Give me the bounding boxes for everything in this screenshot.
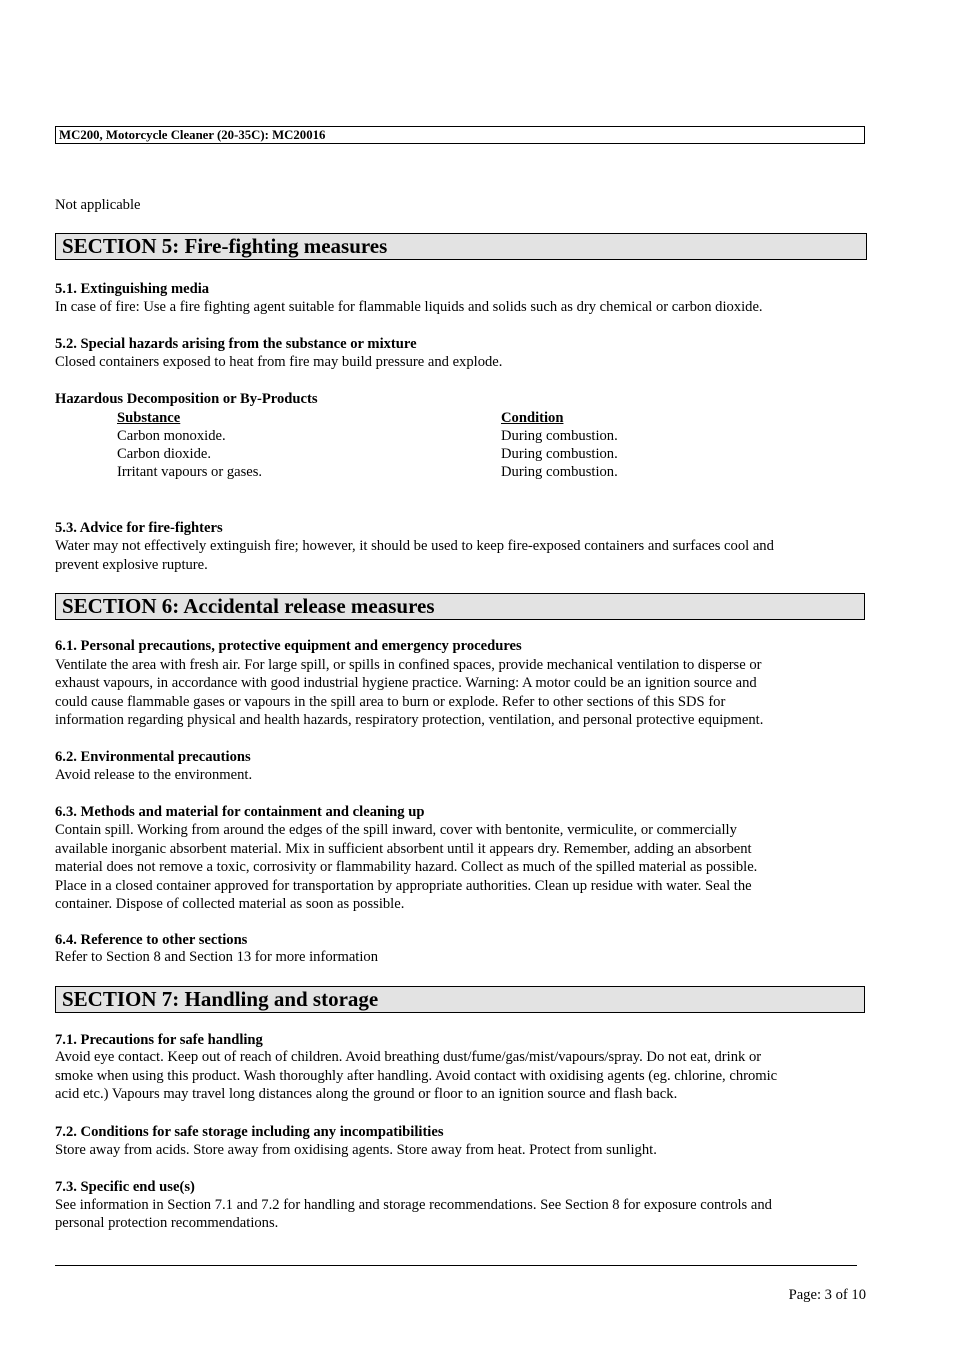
- heading-5-2: 5.2. Special hazards arising from the substance or mixture: [55, 336, 417, 352]
- section-6-heading: SECTION 6: Accidental release measures: [55, 593, 865, 620]
- text-6-3-line: Contain spill. Working from around the edges of the spill inward, cover with bentonite, vermiculite, or commercially: [55, 822, 737, 838]
- heading-5-1: 5.1. Extinguishing media: [55, 281, 210, 297]
- heading-5-3: 5.3. Advice for fire-fighters: [55, 520, 223, 536]
- table-header-condition: Condition: [501, 410, 564, 426]
- section-5-heading: SECTION 5: Fire-fighting measures: [55, 233, 867, 260]
- table-cell-substance: Carbon dioxide.: [117, 446, 212, 462]
- text-5-3-line: Water may not effectively extinguish fire; however, it should be used to keep fire-exposed containers and surfaces cool and: [55, 538, 774, 554]
- text-6-3-line: Place in a closed container approved for transportation by appropriate authorities. Clean up residue with water. Seal the: [55, 878, 752, 894]
- table-cell-substance: Carbon monoxide.: [117, 428, 226, 444]
- heading-7-3: 7.3. Specific end use(s): [55, 1179, 195, 1195]
- page-number: Page: 3 of 10: [788, 1287, 866, 1303]
- table-header-substance: Substance: [117, 410, 181, 426]
- text-7-1-line: Avoid eye contact. Keep out of reach of children. Avoid breathing dust/fume/gas/mist/vapours/spray. Do not eat, drink or: [55, 1049, 762, 1065]
- text-7-2: Store away from acids. Store away from oxidising agents. Store away from heat. Protect from sunlight.: [55, 1142, 657, 1158]
- heading-6-4: 6.4. Reference to other sections: [55, 932, 248, 948]
- text-6-4: Refer to Section 8 and Section 13 for more information: [55, 949, 379, 965]
- text-6-1-line: could cause flammable gases or vapours in the spill area to burn or explode. Refer to other sections of this SDS for: [55, 694, 726, 710]
- document-header: MC200, Motorcycle Cleaner (20-35C): MC20016: [55, 126, 865, 144]
- text-7-1-line: smoke when using this product. Wash thoroughly after handling. Avoid contact with oxidising agents (eg. chlorine, chromic: [55, 1068, 778, 1084]
- table-cell-condition: During combustion.: [501, 464, 618, 480]
- heading-6-1: 6.1. Personal precautions, protective equipment and emergency procedures: [55, 638, 522, 654]
- not-applicable-text: Not applicable: [55, 197, 141, 213]
- heading-6-2: 6.2. Environmental precautions: [55, 749, 251, 765]
- text-6-1-line: exhaust vapours, in accordance with good industrial hygiene practice. Warning: A motor could be an ignition source and: [55, 675, 757, 691]
- section-7-heading: SECTION 7: Handling and storage: [55, 986, 865, 1013]
- table-cell-condition: During combustion.: [501, 446, 618, 462]
- text-6-1-line: Ventilate the area with fresh air. For large spill, or spills in confined spaces, provide mechanical ventilation to disperse or: [55, 657, 762, 673]
- text-6-3-line: container. Dispose of collected material as soon as possible.: [55, 896, 405, 912]
- text-6-3-line: available inorganic absorbent material. Mix in sufficient absorbent until it appears dry. Remember, adding an absorbent: [55, 841, 752, 857]
- hazardous-decomposition-heading: Hazardous Decomposition or By-Products: [55, 391, 318, 407]
- text-6-1-line: information regarding physical and health hazards, respiratory protection, ventilation, and personal protective equipment.: [55, 712, 764, 728]
- table-cell-substance: Irritant vapours or gases.: [117, 464, 263, 480]
- text-7-1-line: acid etc.) Vapours may travel long distances along the ground or floor to an ignition source and flash back.: [55, 1086, 678, 1102]
- text-7-3-line: See information in Section 7.1 and 7.2 for handling and storage recommendations. See Section 8 for exposure controls and: [55, 1197, 772, 1213]
- heading-7-1: 7.1. Precautions for safe handling: [55, 1032, 263, 1048]
- text-7-3-line: personal protection recommendations.: [55, 1215, 279, 1231]
- footer-divider: [55, 1265, 857, 1266]
- text-6-3-line: material does not remove a toxic, corrosivity or flammability hazard. Collect as much of the spilled material as possible.: [55, 859, 758, 875]
- heading-6-3: 6.3. Methods and material for containment and cleaning up: [55, 804, 425, 820]
- heading-7-2: 7.2. Conditions for safe storage including any incompatibilities: [55, 1124, 444, 1140]
- text-5-3-line: prevent explosive rupture.: [55, 557, 208, 573]
- table-cell-condition: During combustion.: [501, 428, 618, 444]
- text-5-1: In case of fire: Use a fire fighting agent suitable for flammable liquids and solids such as dry chemical or carbon dioxide.: [55, 299, 763, 315]
- text-5-2: Closed containers exposed to heat from fire may build pressure and explode.: [55, 354, 503, 370]
- text-6-2: Avoid release to the environment.: [55, 767, 253, 783]
